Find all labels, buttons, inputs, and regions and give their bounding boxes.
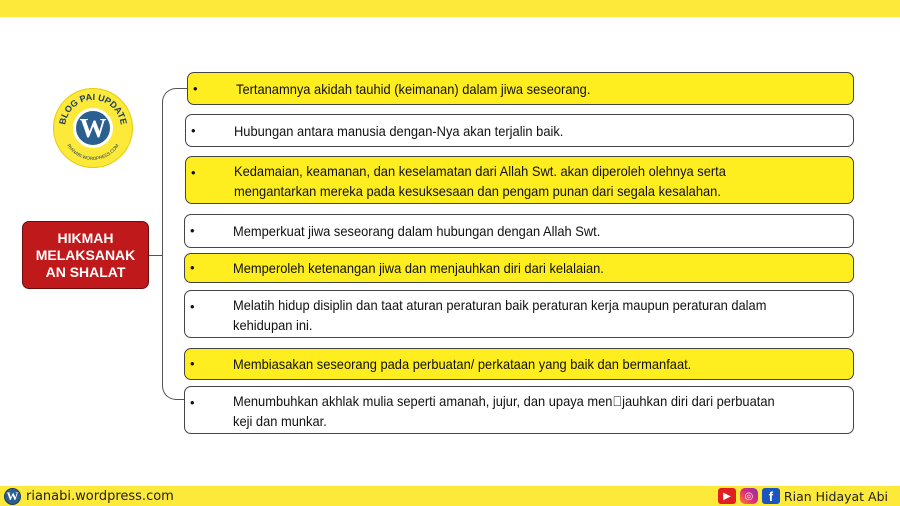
- list-item: [185, 114, 854, 147]
- connector-line: [149, 255, 162, 256]
- item-text: Kedamaian, keamanan, dan keselamatan dari Allah Swt. akan diperoleh olehnya serta mengantarkan mereka pada kesuksesaan dan pengam punan dari segala kesalahan.: [234, 163, 726, 199]
- footer-author: [718, 487, 888, 505]
- list-item: [184, 253, 854, 283]
- list-item: [185, 156, 854, 204]
- list-item: [184, 290, 854, 338]
- author-name: Rian Hidayat Abi: [783, 488, 888, 504]
- blog-logo: [53, 88, 133, 168]
- instagram-icon[interactable]: ◎: [740, 488, 758, 504]
- list-item: [187, 72, 854, 105]
- item-text: Memperkuat jiwa seseorang dalam hubungan dengan Allah Swt.: [233, 223, 601, 239]
- footer-site: [4, 487, 174, 505]
- top-bar: [0, 0, 900, 17]
- bullet: •: [190, 356, 195, 371]
- page-title: HIKMAH MELAKSANAK AN SHALAT: [35, 229, 136, 280]
- bullet: •: [190, 260, 195, 275]
- logo-ring-bottom-text: RIANABI.WORDPRESS.COM: [66, 143, 120, 162]
- logo-ring-top-text: BLOG PAI UPDATE: [57, 91, 129, 126]
- item-text: Membiasakan seseorang pada perbuatan/ perkataan yang baik dan bermanfaat.: [233, 356, 692, 372]
- title-box: [22, 221, 149, 289]
- bullet: •: [193, 80, 198, 96]
- item-text: Melatih hidup disiplin dan taat aturan peraturan baik peraturan kerja maupun peraturan dalam kehidupan ini.: [233, 297, 767, 333]
- list-item: [184, 214, 854, 248]
- site-url[interactable]: rianabi.wordpress.com: [26, 488, 174, 504]
- bullet: •: [191, 122, 196, 138]
- wordpress-icon: W: [73, 108, 113, 148]
- list-item: [184, 386, 854, 434]
- item-text: Memperoleh ketenangan jiwa dan menjauhkan diri dari kelalaian.: [233, 260, 604, 276]
- wordpress-icon: W: [4, 488, 21, 505]
- item-text: Hubungan antara manusia dengan-Nya akan terjalin baik.: [234, 122, 564, 139]
- youtube-icon[interactable]: ▶: [718, 488, 736, 504]
- bullet: •: [190, 395, 195, 410]
- bullet: •: [191, 165, 196, 180]
- facebook-icon[interactable]: f: [762, 488, 780, 504]
- bullet: •: [190, 223, 195, 238]
- item-text: Tertanamnya akidah tauhid (keimanan) dalam jiwa seseorang.: [236, 80, 591, 97]
- bullet: •: [190, 299, 195, 314]
- list-item: [184, 348, 854, 380]
- item-text: Menumbuhkan akhlak mulia seperti amanah, jujur, dan upaya men jauhkan diri dari perbuatan keji dan munkar.: [233, 393, 775, 429]
